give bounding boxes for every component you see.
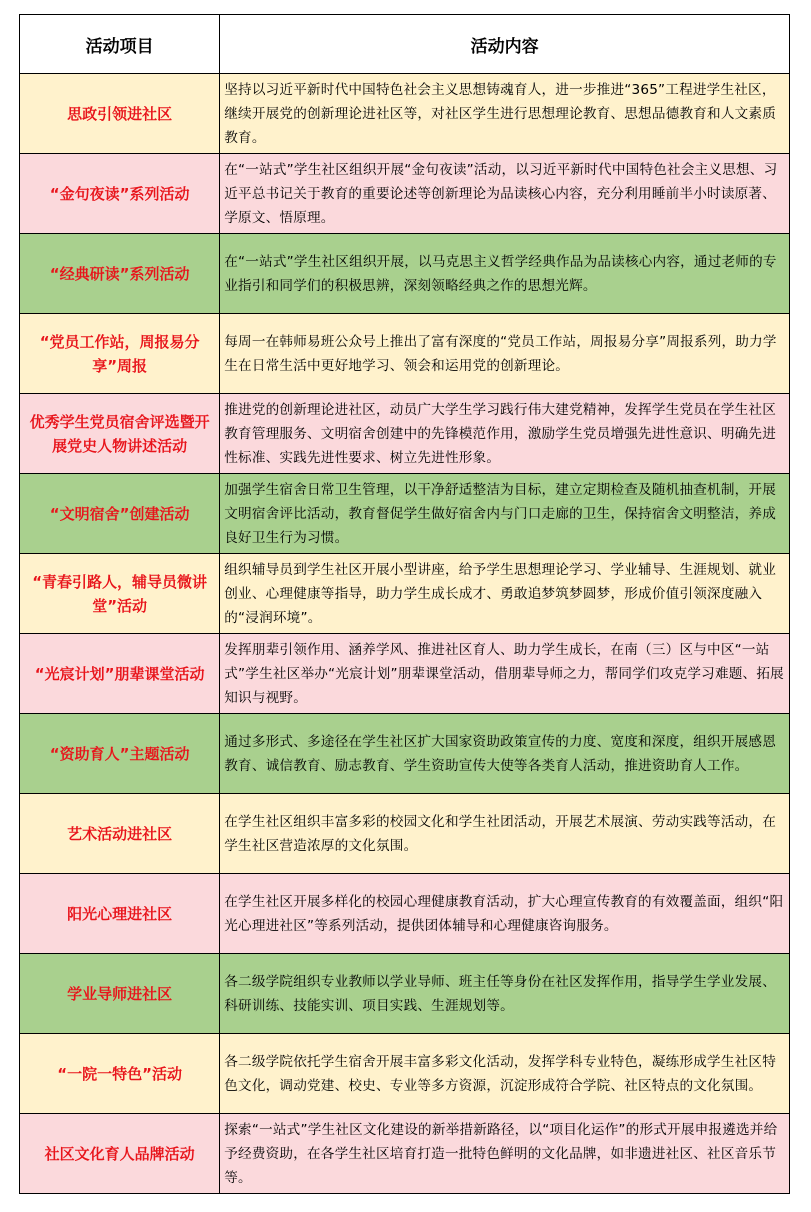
table-row — [20, 794, 790, 874]
activity-description: 组织辅导员到学生社区开展小型讲座，给予学生思想理论学习、学业辅导、生涯规划、就业创业、心理健康等指导，助力学生成长成才、勇敢追梦筑梦圆梦，形成价值引领深度融入的“浸润环境”。 — [220, 554, 790, 634]
table-row — [20, 874, 790, 954]
activity-name: “资助育人”主题活动 — [20, 714, 220, 794]
activity-name: 阳光心理进社区 — [20, 874, 220, 954]
table-row — [20, 634, 790, 714]
activity-name: “青春引路人，辅导员微讲堂”活动 — [20, 554, 220, 634]
activity-name: “文明宿舍”创建活动 — [20, 474, 220, 554]
activity-description: 探索“一站式”学生社区文化建设的新举措新路径，以“项目化运作”的形式开展申报遴选并给予经费资助，在各学生社区培育打造一批特色鲜明的文化品牌，如非遗进社区、社区音乐节等。 — [220, 1114, 790, 1194]
table-header-row — [20, 15, 790, 74]
activity-name: “党员工作站，周报易分享”周报 — [20, 314, 220, 394]
table-row — [20, 394, 790, 474]
table-row — [20, 1114, 790, 1194]
activity-name: 艺术活动进社区 — [20, 794, 220, 874]
activity-description: 在学生社区组织丰富多彩的校园文化和学生社团活动，开展艺术展演、劳动实践等活动，在学生社区营造浓厚的文化氛围。 — [220, 794, 790, 874]
table-row — [20, 554, 790, 634]
activity-name: “经典研读”系列活动 — [20, 234, 220, 314]
table-row — [20, 314, 790, 394]
header-activity-content: 活动内容 — [220, 15, 790, 74]
activity-description: 推进党的创新理论进社区，动员广大学生学习践行伟大建党精神，发挥学生党员在学生社区教育管理服务、文明宿舍创建中的先锋模范作用，激励学生党员增强先进性意识、明确先进性标准、实践先进性要求、树立先进性形象。 — [220, 394, 790, 474]
activity-description: 在学生社区开展多样化的校园心理健康教育活动，扩大心理宣传教育的有效覆盖面，组织“阳光心理进社区”等系列活动，提供团体辅导和心理健康咨询服务。 — [220, 874, 790, 954]
table-row — [20, 74, 790, 154]
table-row — [20, 154, 790, 234]
table-row — [20, 714, 790, 794]
table-row — [20, 954, 790, 1034]
activity-description: 通过多形式、多途径在学生社区扩大国家资助政策宣传的力度、宽度和深度，组织开展感恩教育、诚信教育、励志教育、学生资助宣传大使等各类育人活动，推进资助育人工作。 — [220, 714, 790, 794]
activity-name: 社区文化育人品牌活动 — [20, 1114, 220, 1194]
activity-description: 发挥朋辈引领作用、涵养学风、推进社区育人、助力学生成长，在南（三）区与中区“一站式”学生社区举办“光宸计划”朋辈课堂活动，借朋辈导师之力，帮同学们攻克学习难题、拓展知识与视野。 — [220, 634, 790, 714]
activity-name: 学业导师进社区 — [20, 954, 220, 1034]
table-row — [20, 234, 790, 314]
table-row — [20, 474, 790, 554]
header-activity-item: 活动项目 — [20, 15, 220, 74]
activity-description: 坚持以习近平新时代中国特色社会主义思想铸魂育人，进一步推进“365”工程进学生社区，继续开展党的创新理论进社区等，对社区学生进行思想理论教育、思想品德教育和人文素质教育。 — [220, 74, 790, 154]
activity-description: 在“一站式”学生社区组织开展，以马克思主义哲学经典作品为品读核心内容，通过老师的专业指引和同学们的积极思辨，深刻领略经典之作的思想光辉。 — [220, 234, 790, 314]
table-row — [20, 1034, 790, 1114]
activity-table — [19, 14, 790, 1194]
activity-description: 在“一站式”学生社区组织开展“金句夜读”活动，以习近平新时代中国特色社会主义思想、习近平总书记关于教育的重要论述等创新理论为品读核心内容，充分利用睡前半小时读原著、学原文、悟原理。 — [220, 154, 790, 234]
activity-name: 优秀学生党员宿舍评选暨开展党史人物讲述活动 — [20, 394, 220, 474]
activity-description: 每周一在韩师易班公众号上推出了富有深度的“党员工作站，周报易分享”周报系列，助力学生在日常生活中更好地学习、领会和运用党的创新理论。 — [220, 314, 790, 394]
activity-name: 思政引领进社区 — [20, 74, 220, 154]
activity-name: “一院一特色”活动 — [20, 1034, 220, 1114]
activity-description: 各二级学院组织专业教师以学业导师、班主任等身份在社区发挥作用，指导学生学业发展、科研训练、技能实训、项目实践、生涯规划等。 — [220, 954, 790, 1034]
activity-description: 加强学生宿舍日常卫生管理，以干净舒适整洁为目标，建立定期检查及随机抽查机制，开展文明宿舍评比活动，教育督促学生做好宿舍内与门口走廊的卫生，保持宿舍文明整洁，养成良好卫生行为习惯。 — [220, 474, 790, 554]
activity-description: 各二级学院依托学生宿舍开展丰富多彩文化活动，发挥学科专业特色，凝练形成学生社区特色文化，调动党建、校史、专业等多方资源，沉淀形成符合学院、社区特点的文化氛围。 — [220, 1034, 790, 1114]
activity-name: “金句夜读”系列活动 — [20, 154, 220, 234]
activity-name: “光宸计划”朋辈课堂活动 — [20, 634, 220, 714]
